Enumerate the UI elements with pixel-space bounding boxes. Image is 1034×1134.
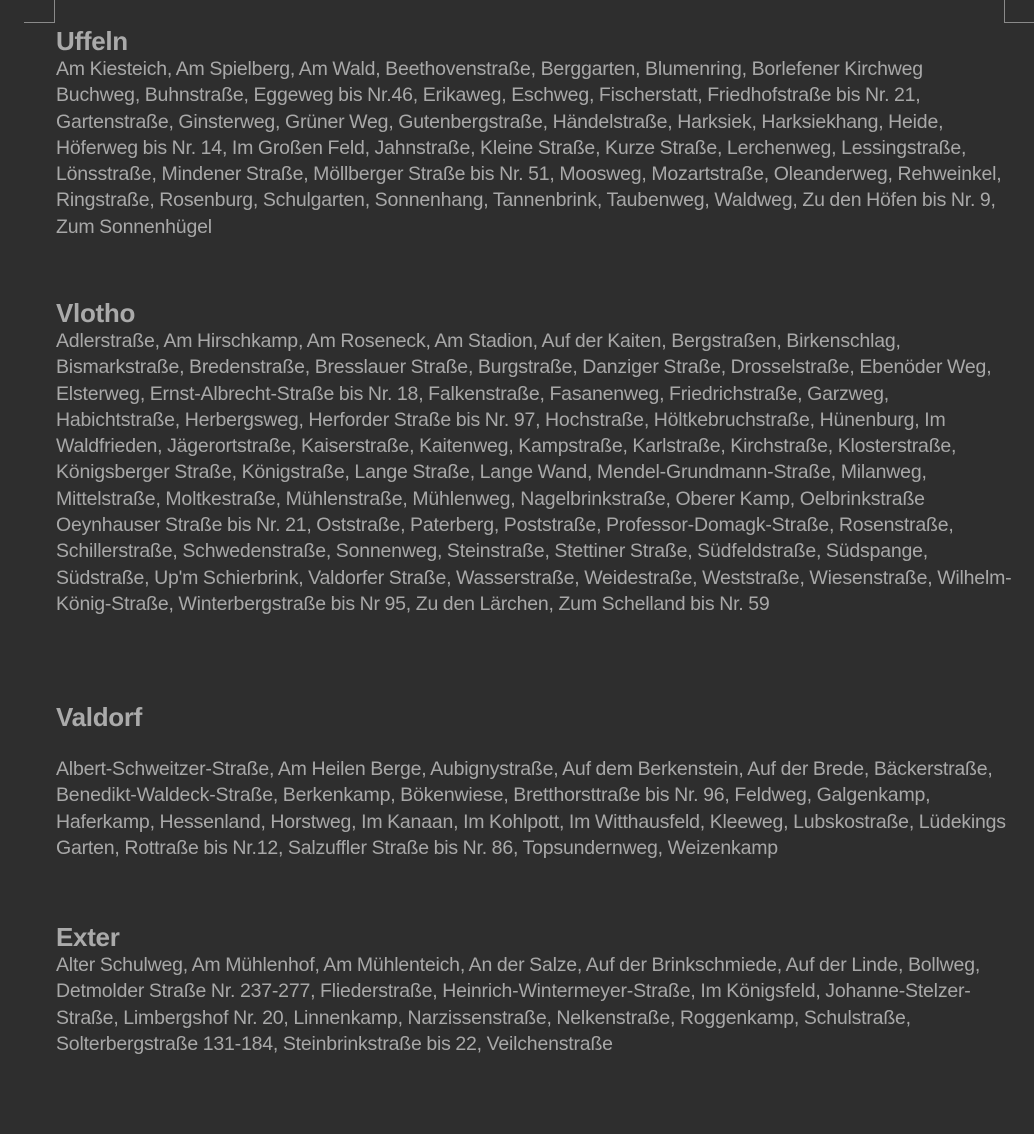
section-heading: Uffeln	[56, 26, 128, 56]
crop-mark-top-left	[24, 0, 55, 23]
street-list: Adlerstraße, Am Hirschkamp, Am Roseneck, Am Stadion, Auf der Kaiten, Bergstraßen, Birkenschlag, Bismarkstraße, Bredenstraße, Bresslauer Straße, Burgstraße, Danziger Straße, Drosselstraße, Ebenöder Weg, Elsterweg, Ernst-Albrecht-Straße bis Nr. 18, Falkenstraße, Fasanenweg, Friedrichstraße, Garzweg, Habichtstraße, Herbergsweg, Herforder Straße bis Nr. 97, Hochstraße, Höltkebruchstraße, Hünenburg, Im Waldfrieden, Jägerortstraße, Kaiserstraße, Kaitenweg, Kampstraße, Karlstraße, Kirchstraße, Klosterstraße, Königsberger Straße, Königstraße, Lange Straße, Lange Wand, Mendel-Grundmann-Straße, Milanweg, Mittelstraße, Moltkestraße, Mühlenstraße, Mühlenweg, Nagelbrinkstraße, Oberer Kamp, Oelbrinkstraße Oeynhauser Straße bis Nr. 21, Oststraße, Paterberg, Poststraße, Professor-Domagk-Straße, Rosenstraße, Schillerstraße, Schwedenstraße, Sonnenweg, Steinstraße, Stettiner Straße, Südfeldstraße, Südspange, Südstraße, Up'm Schierbrink, Valdorfer Straße, Wasserstraße, Weidestraße, Weststraße, Wiesenstraße, Wilhelm-König-Straße, Winterbergstraße bis Nr 95, Zu den Lärchen, Zum Schelland bis Nr. 59	[56, 330, 1012, 615]
section-vlotho	[56, 298, 1016, 617]
section-heading: Exter	[56, 922, 120, 952]
section-valdorf	[56, 702, 1016, 861]
crop-mark-top-right	[1004, 0, 1034, 23]
section-heading: Vlotho	[56, 298, 136, 328]
street-list: Alter Schulweg, Am Mühlenhof, Am Mühlenteich, An der Salze, Auf der Brinkschmiede, Auf der Linde, Bollweg, Detmolder Straße Nr. 237-277, Fliederstraße, Heinrich-Wintermeyer-Straße, Im Königsfeld, Johanne-Stelzer-Straße, Limbergshof Nr. 20, Linnenkamp, Narzissenstraße, Nelkenstraße, Roggenkamp, Schulstraße, Solterbergstraße 131-184, Steinbrinkstraße bis 22, Veilchenstraße	[56, 954, 981, 1055]
street-list: Albert-Schweitzer-Straße, Am Heilen Berge, Aubignystraße, Auf dem Berkenstein, Auf der Brede, Bäckerstraße, Benedikt-Waldeck-Straße, Berkenkamp, Bökenwiese, Bretthorsttraße bis Nr. 96, Feldweg, Galgenkamp, Haferkamp, Hessenland, Horstweg, Im Kanaan, Im Kohlpott, Im Witthausfeld, Kleeweg, Lubskostraße, Lüdekings Garten, Rottraße bis Nr.12, Salzuffler Straße bis Nr. 86, Topsundernweg, Weizenkamp	[56, 758, 1006, 859]
street-list: Am Kiesteich, Am Spielberg, Am Wald, Beethovenstraße, Berggarten, Blumenring, Borlefener Kirchweg	[56, 58, 923, 80]
street-list: Buchweg, Buhnstraße, Eggeweg bis Nr.46, Erikaweg, Eschweg, Fischerstatt, Friedhofstraße bis Nr. 21, Gartenstraße, Ginsterweg, Grüner Weg, Gutenbergstraße, Händelstraße, Harksiek, Harksiekhang, Heide, Höferweg bis Nr. 14, Im Großen Feld, Jahnstraße, Kleine Straße, Kurze Straße, Lerchenweg, Lessingstraße, Lönsstraße, Mindener Straße, Möllberger Straße bis Nr. 51, Moosweg, Mozartstraße, Oleanderweg, Rehweinkel, Ringstraße, Rosenburg, Schulgarten, Sonnenhang, Tannenbrink, Taubenweg, Waldweg, Zu den Höfen bis Nr. 9, Zum Sonnenhügel	[56, 84, 1002, 238]
section-exter	[56, 922, 1016, 1057]
section-heading: Valdorf	[56, 702, 143, 732]
section-uffeln	[56, 26, 1016, 240]
